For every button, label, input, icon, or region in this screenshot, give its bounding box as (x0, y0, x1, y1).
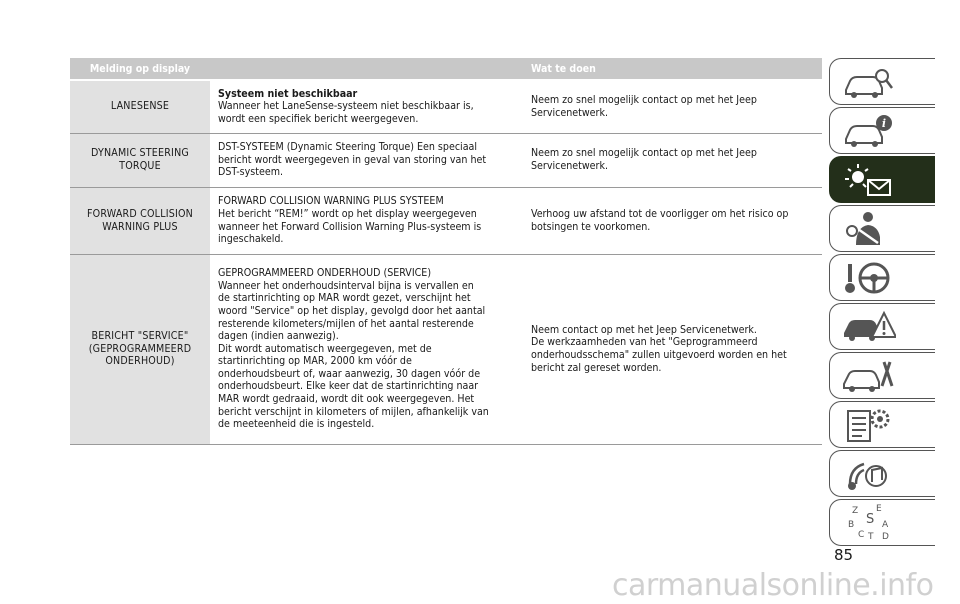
watermark: carmanualsonline.info (612, 568, 934, 603)
tab-safety[interactable] (829, 205, 935, 252)
warning-light-message-icon (842, 160, 896, 200)
message-cell (70, 80, 210, 133)
table-row (70, 187, 822, 254)
header-message: Melding op display (70, 58, 210, 80)
index-letter: S (866, 511, 875, 527)
message-text: LANESENSE (110, 100, 170, 113)
table-row (70, 254, 822, 444)
action-text: Neem zo snel mogelijk contact op met het Jeep Servicenetwerk. (531, 147, 757, 172)
action-text: Neem contact op met het Jeep Servicenetwerk. De werkzaamheden van het "Geprogrammeerd onderhoudsschema" zullen uitgevoerd worden en het bericht zal gereset worden. (531, 323, 787, 374)
action-cell (517, 254, 822, 444)
seatbelt-airbag-icon (842, 209, 896, 249)
tab-car-info[interactable] (829, 107, 935, 154)
description-text: FORWARD COLLISION WARNING PLUS SYSTEEM Het bericht “REM!” wordt op het display weergegeven wanneer het Forward Collision Warning Plus-systeem is ingeschakeld. (218, 195, 482, 246)
message-table (70, 58, 822, 445)
description-text: Wanneer het LaneSense-systeem niet beschikbaar is, wordt een specifiek bericht weergegeven. (218, 100, 474, 126)
tab-maintenance[interactable] (829, 352, 935, 399)
action-text: Verhoog uw afstand tot de voorligger om het risico op botsingen te voorkomen. (531, 207, 789, 233)
tab-technical-data[interactable] (829, 401, 935, 448)
key-steering-wheel-icon (842, 258, 896, 298)
chapter-tabs (829, 58, 935, 548)
alphabetical-index-icon (842, 503, 896, 543)
tab-car-search[interactable] (829, 58, 935, 105)
svg-text:i: i (881, 116, 887, 130)
description-text: GEPROGRAMMEERD ONDERHOUD (SERVICE) Wanneer het onderhoudsinterval bijna is vervallen en de startinrichting op MAR wordt gezet, verschijnt het woord "Service" op het display, gevolgd door het aantal resterende kilometers/mijlen of het aantal resterende dagen (indien aanwezig). Dit wordt automatisch weergegeven, met de startinrichting op MAR, 2000 km vóór de onderhoudsbeurt of, waar aanwezig, 30 dagen vóór de onderhoudsbeurt. Elke keer dat de startinrichting naar MAR wordt gedraaid, wordt dit ook weergegeven. Het bericht verschijnt in kilometers of mijlen, afhankelijk van de meeteenheid die is ingesteld. (218, 267, 489, 431)
index-letter: D (882, 531, 889, 542)
multimedia-icon (842, 454, 896, 494)
description-text: DST-SYSTEEM (Dynamic Steering Torque) Een speciaal bericht wordt weergegeven in geval van storing van het DST-systeem. (218, 141, 487, 179)
header-action: Wat te doen (517, 58, 822, 80)
action-cell (517, 80, 822, 133)
index-letter: A (882, 519, 889, 530)
description-cell (210, 254, 517, 444)
message-text: FORWARD COLLISION WARNING PLUS (87, 207, 193, 233)
action-cell (517, 133, 822, 187)
tab-emergency[interactable] (829, 303, 935, 350)
description-cell (210, 187, 517, 254)
message-cell (70, 254, 210, 444)
car-service-tools-icon (842, 356, 896, 396)
index-letter: E (876, 503, 882, 514)
car-search-icon (842, 62, 896, 102)
index-letter: Z (852, 505, 859, 516)
index-letter: C (858, 529, 865, 540)
tab-starting-driving[interactable] (829, 254, 935, 301)
message-cell (70, 187, 210, 254)
action-text: Neem zo snel mogelijk contact op met het Jeep Servicenetwerk. (531, 94, 757, 119)
index-letter: B (848, 519, 855, 530)
tab-index[interactable] (829, 499, 935, 546)
technical-data-gear-icon (842, 405, 896, 445)
table-header-row (70, 58, 822, 80)
action-cell (517, 187, 822, 254)
index-letter: T (868, 531, 874, 542)
table-row (70, 80, 822, 133)
car-info-icon (842, 111, 896, 151)
description-cell (210, 133, 517, 187)
car-breakdown-icon (842, 307, 896, 347)
table-row (70, 133, 822, 187)
message-text: DYNAMIC STEERING TORQUE (90, 147, 189, 172)
message-cell (70, 133, 210, 187)
page-number: 85 (834, 546, 854, 564)
tab-multimedia[interactable] (829, 450, 935, 497)
header-description (210, 58, 517, 80)
message-text: BERICHT "SERVICE" (GEPROGRAMMEERD ONDERHOUD) (88, 330, 192, 368)
description-cell (210, 80, 517, 133)
tab-warning-lights[interactable] (829, 156, 935, 203)
description-title: Systeem niet beschikbaar (218, 87, 358, 100)
